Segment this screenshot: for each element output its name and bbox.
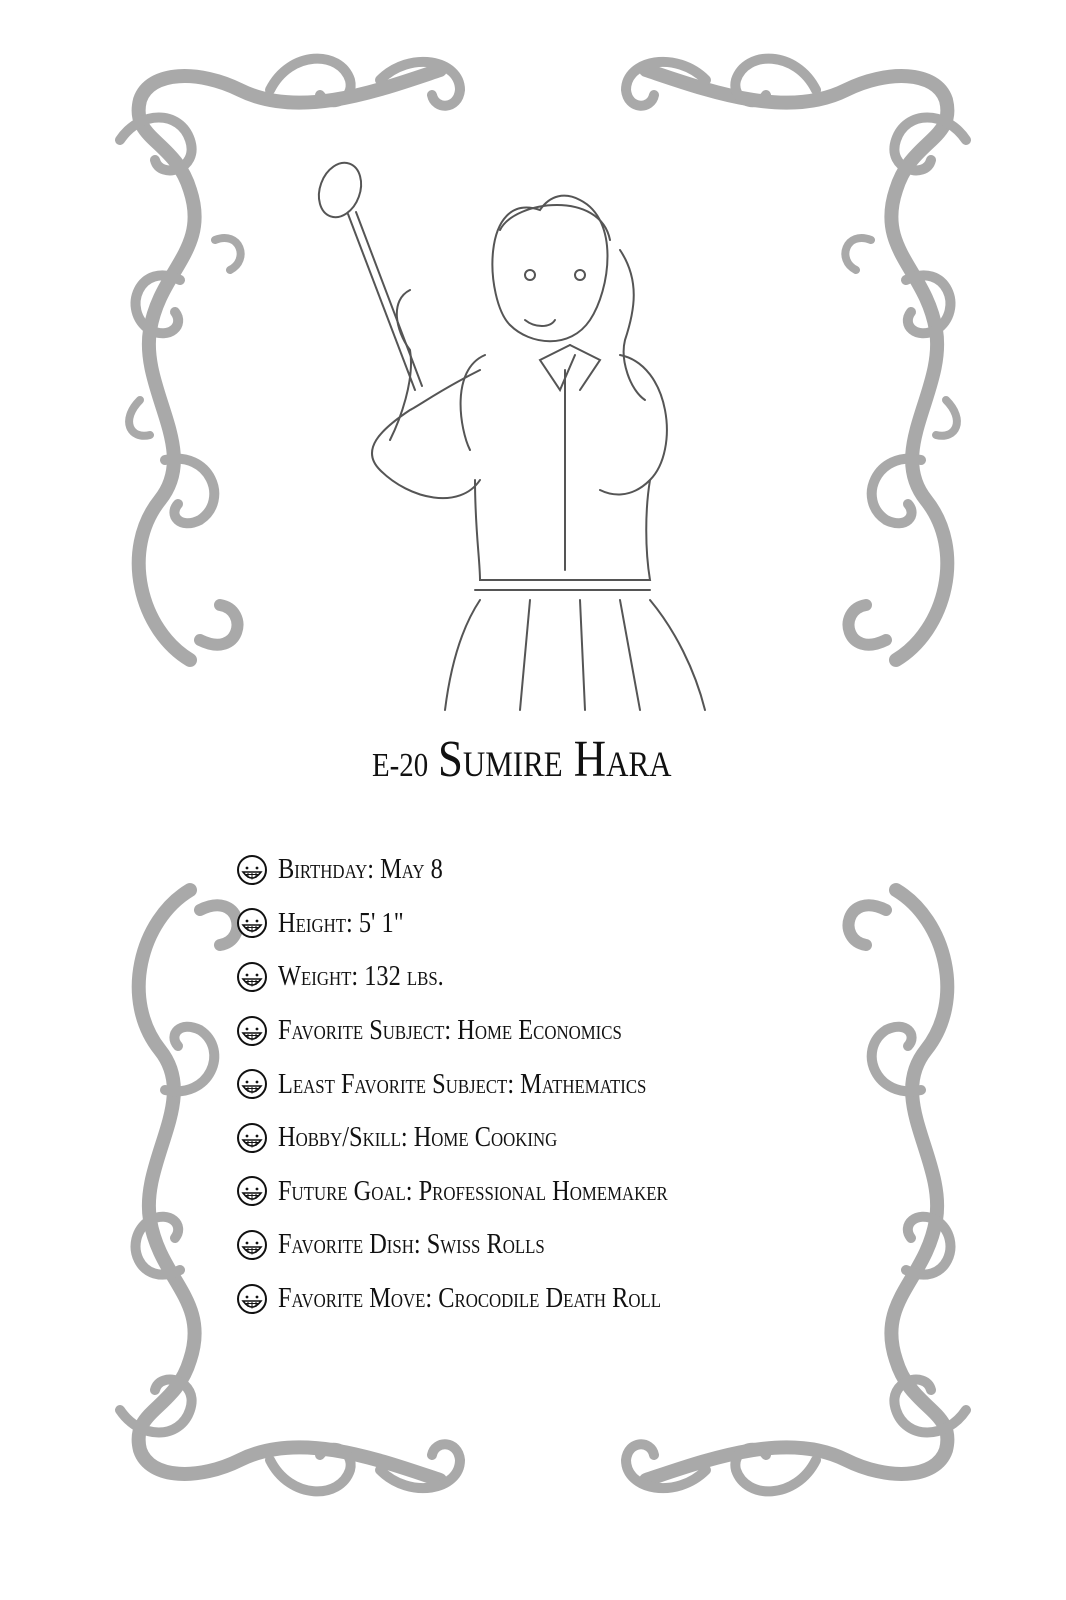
stat-value: 132 lbs. bbox=[364, 960, 444, 993]
stat-item bbox=[236, 950, 742, 1004]
stat-text: Future Goal: Professional Homemaker bbox=[278, 1174, 668, 1207]
stat-item bbox=[236, 1057, 742, 1111]
smiley-face-icon bbox=[236, 854, 268, 886]
stat-text: Height: 5' 1" bbox=[278, 906, 404, 939]
stat-value: May 8 bbox=[380, 853, 443, 886]
stat-item bbox=[236, 1165, 742, 1219]
stat-label: Favorite Dish bbox=[278, 1228, 414, 1261]
stat-item bbox=[236, 897, 742, 951]
stat-value: Swiss Rolls bbox=[426, 1228, 545, 1261]
stat-text: Birthday: May 8 bbox=[278, 853, 443, 886]
stat-label: Least Favorite Subject bbox=[278, 1067, 508, 1100]
smiley-face-icon bbox=[236, 1229, 268, 1261]
stat-text: Hobby/Skill: Home Cooking bbox=[278, 1121, 558, 1154]
character-illustration bbox=[300, 150, 740, 720]
smiley-face-icon bbox=[236, 961, 268, 993]
stat-item bbox=[236, 1272, 742, 1326]
stat-value: Home Cooking bbox=[413, 1121, 558, 1154]
stat-item bbox=[236, 1218, 742, 1272]
stat-text: Favorite Dish: Swiss Rolls bbox=[278, 1228, 545, 1261]
character-name: Sumire Hara bbox=[438, 731, 672, 788]
smiley-face-icon bbox=[236, 1122, 268, 1154]
profile-stats bbox=[236, 843, 742, 1325]
smiley-face-icon bbox=[236, 1175, 268, 1207]
smiley-face-icon bbox=[236, 907, 268, 939]
stat-label: Favorite Subject bbox=[278, 1014, 445, 1047]
stat-value: Home Economics bbox=[457, 1014, 622, 1047]
stat-label: Height bbox=[278, 906, 346, 939]
smiley-face-icon bbox=[236, 1283, 268, 1315]
stat-label: Future Goal bbox=[278, 1174, 406, 1207]
stat-text: Favorite Move: Crocodile Death Roll bbox=[278, 1282, 662, 1315]
stat-text: Weight: 132 lbs. bbox=[278, 960, 444, 993]
stat-value: Professional Homemaker bbox=[418, 1174, 668, 1207]
stat-value: Mathematics bbox=[520, 1067, 647, 1100]
stat-item bbox=[236, 843, 742, 897]
page-title bbox=[372, 730, 710, 789]
smiley-face-icon bbox=[236, 1068, 268, 1100]
stat-text: Favorite Subject: Home Economics bbox=[278, 1014, 622, 1047]
stat-value: Crocodile Death Roll bbox=[438, 1282, 662, 1315]
stat-label: Hobby/Skill bbox=[278, 1121, 401, 1154]
stat-label: Weight bbox=[278, 960, 352, 993]
student-code: E-20 bbox=[372, 747, 429, 784]
stat-value: 5' 1" bbox=[358, 906, 404, 939]
smiley-face-icon bbox=[236, 1015, 268, 1047]
stat-item bbox=[236, 1111, 742, 1165]
stat-item bbox=[236, 1004, 742, 1058]
stat-text: Least Favorite Subject: Mathematics bbox=[278, 1067, 647, 1100]
stat-label: Birthday bbox=[278, 853, 368, 886]
stat-label: Favorite Move bbox=[278, 1282, 426, 1315]
